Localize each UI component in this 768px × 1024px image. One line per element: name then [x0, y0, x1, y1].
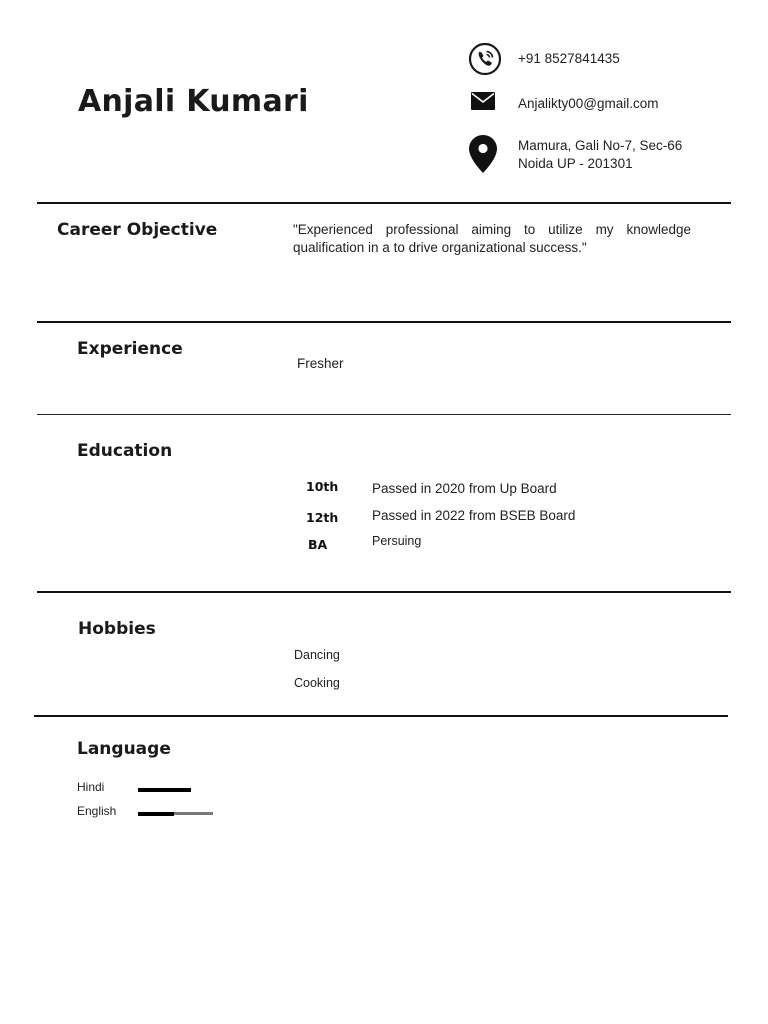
language-title: Language [77, 739, 171, 759]
education-level: 10th [306, 479, 339, 494]
address-line-2: Noida UP - 201301 [518, 156, 633, 171]
location-pin-icon [469, 135, 497, 173]
education-level: 12th [306, 510, 339, 525]
mail-icon [471, 92, 495, 110]
career-objective-title: Career Objective [57, 220, 218, 240]
language-level-bar [138, 812, 213, 815]
section-divider [37, 321, 731, 323]
education-title: Education [77, 441, 173, 461]
language-level-fill [138, 812, 174, 816]
hobby-item: Cooking [294, 676, 340, 690]
phone-icon [468, 42, 502, 76]
language-name: Hindi [77, 780, 105, 794]
education-level: BA [308, 537, 328, 552]
experience-text: Fresher [297, 356, 344, 371]
phone-number[interactable]: +91 8527841435 [518, 51, 620, 66]
language-name: English [77, 804, 117, 818]
education-detail: Persuing [372, 534, 422, 548]
education-detail: Passed in 2020 from Up Board [372, 481, 557, 496]
experience-title: Experience [77, 339, 183, 359]
email-address[interactable]: Anjalikty00@gmail.com [518, 96, 659, 111]
education-detail: Passed in 2022 from BSEB Board [372, 508, 576, 523]
candidate-name: Anjali Kumari [78, 84, 309, 119]
hobby-item: Dancing [294, 648, 340, 662]
career-objective-text: "Experienced professional aiming to utilize my knowledge qualification in a to drive organizational success." [293, 222, 691, 255]
language-level-bar [138, 788, 191, 791]
hobbies-title: Hobbies [78, 619, 156, 639]
section-divider [37, 414, 731, 415]
section-divider [37, 202, 731, 204]
section-divider [34, 715, 728, 717]
language-level-fill [138, 788, 191, 792]
section-divider [37, 591, 731, 593]
contact-block [468, 42, 728, 182]
address-line-1: Mamura, Gali No-7, Sec-66 [518, 138, 683, 153]
